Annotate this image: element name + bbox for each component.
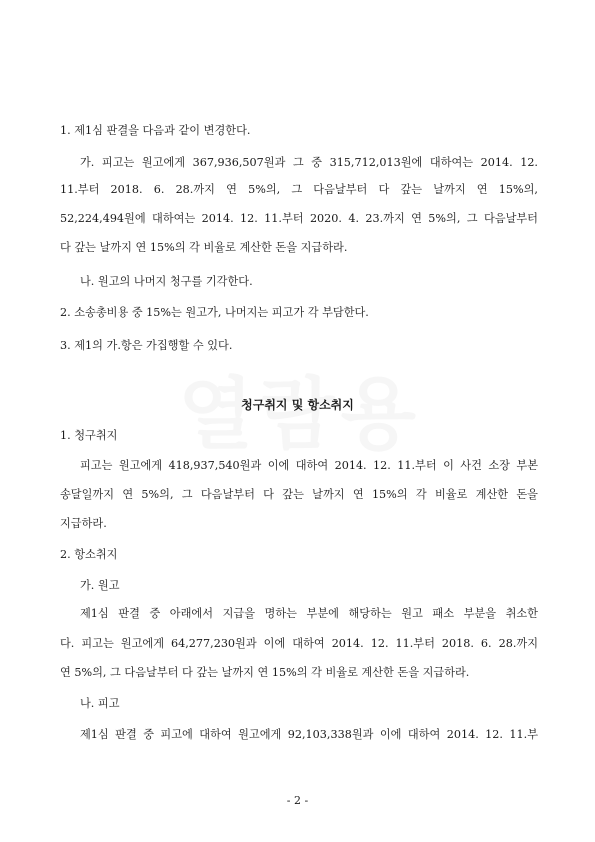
claims-heading-1: 1. 청구취지 — [60, 429, 118, 442]
judgment-item-1a-line3: 52,224,494원에 대하여는 2014. 12. 11.부터 2020. 4. 23.까지 연 5%의, 그 다음날부터 — [60, 212, 538, 225]
claims-para-1-line2: 송달일까지 연 5%의, 그 다음날부터 다 갚는 날까지 연 15%의 각 비율로 계산한 돈을 — [60, 488, 538, 501]
claims-para-2-line3: 연 5%의, 그 다음날부터 다 갚는 날까지 연 15%의 각 비율로 계산한 돈을 지급하라. — [60, 666, 470, 679]
page-number: - 2 - — [286, 794, 309, 807]
claims-para-1-line1: 피고는 원고에게 418,937,540원과 이에 대하여 2014. 12. 11.부터 이 사건 소장 부본 — [80, 459, 538, 472]
claims-para-1-line3: 지급하라. — [60, 517, 107, 530]
claims-heading-2a: 가. 원고 — [80, 579, 120, 592]
judgment-item-1b: 나. 원고의 나머지 청구를 기각한다. — [80, 275, 253, 288]
claims-para-2-line1: 제1심 판결 중 아래에서 지급을 명하는 부분에 해당하는 원고 패소 부분을 취소한 — [80, 607, 538, 620]
judgment-item-1: 1. 제1심 판결을 다음과 같이 변경한다. — [60, 124, 251, 137]
section-title: 청구취지 및 항소취지 — [241, 398, 354, 412]
claims-para-2-line2: 다. 피고는 원고에게 64,277,230원과 이에 대하여 2014. 12. 11.부터 2018. 6. 28.까지 — [60, 637, 538, 650]
judgment-item-1a-line2: 11.부터 2018. 6. 28.까지 연 5%의, 그 다음날부터 다 갚는 날까지 연 15%의, — [60, 183, 538, 196]
judgment-item-1a-line1: 가. 피고는 원고에게 367,936,507원과 그 중 315,712,013원에 대하여는 2014. 12. — [80, 156, 538, 169]
judgment-item-3: 3. 제1의 가.항은 가집행할 수 있다. — [60, 339, 233, 352]
claims-para-3-line1: 제1심 판결 중 피고에 대하여 원고에게 92,103,338원과 이에 대하여 2014. 12. 11.부 — [80, 728, 538, 741]
judgment-item-2: 2. 소송총비용 중 15%는 원고가, 나머지는 피고가 각 부담한다. — [60, 306, 369, 319]
claims-heading-2: 2. 항소취지 — [60, 548, 118, 561]
claims-heading-2b: 나. 피고 — [80, 697, 120, 710]
judgment-item-1a-line4: 다 갚는 날까지 연 15%의 각 비율로 계산한 돈을 지급하라. — [60, 241, 348, 254]
